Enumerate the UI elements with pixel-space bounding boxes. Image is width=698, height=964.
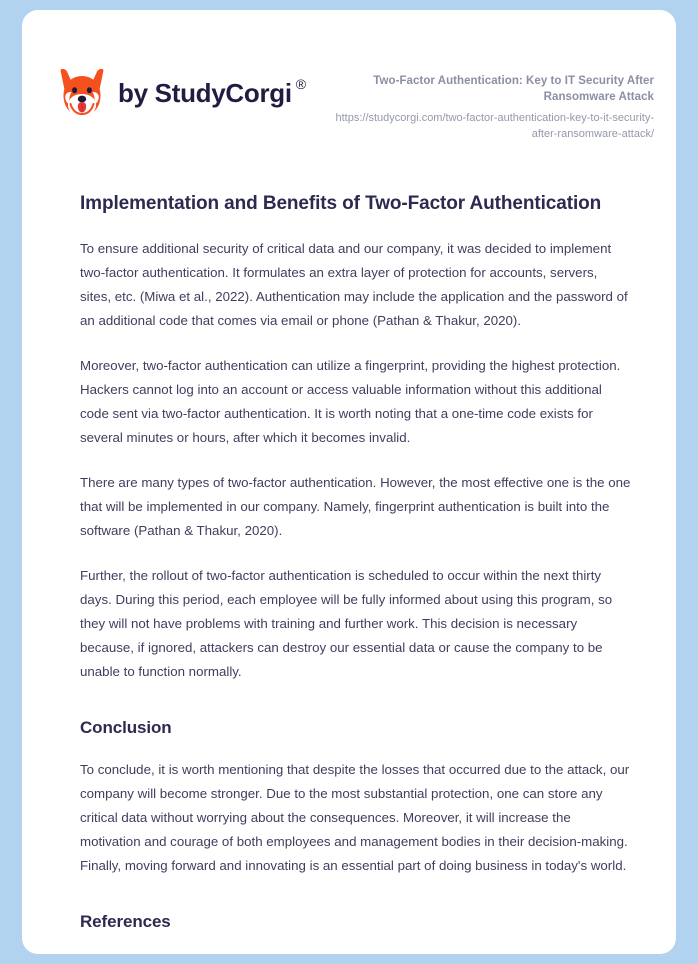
- registered-trademark-icon: ®: [295, 76, 306, 92]
- header-document-title: Two-Factor Authentication: Key to IT Security After Ransomware Attack: [373, 75, 654, 104]
- document-page-card: [22, 10, 676, 954]
- header-document-meta: [334, 63, 654, 143]
- paragraph-conclusion: To conclude, it is worth mentioning that despite the losses that occurred due to the attack, our company will become stronger. Due to the most substantial protection, one can store any critical data without worrying about the consequences. Moreover, it will increase the motivation and courage of both employees and management bodies in their decision-making. Finally, moving forward and innovating is an essential part of doing business in today's world.: [80, 762, 630, 874]
- heading-references: References: [80, 912, 171, 932]
- paragraph-implementation-1: To ensure additional security of critical data and our company, it was decided to implement two-factor authentication. It formulates an extra layer of protection for accounts, servers, sites, etc. (Miwa et al., 2022). Authentication may include the application and the password of an additional code that comes via email or phone (Pathan & Thakur, 2020).: [80, 241, 628, 329]
- paragraph-implementation-4: Further, the rollout of two-factor authentication is scheduled to occur within the next thirty days. During this period, each employee will be fully informed about using this program, so they will not have problems with training and further work. This decision is necessary because, if ignored, attackers can destroy our essential data or cause the company to be unable to function normally.: [80, 568, 613, 680]
- document-header: [22, 10, 676, 143]
- header-document-url[interactable]: https://studycorgi.com/two-factor-authentication-key-to-it-security-after-ransomware-attack/: [335, 111, 654, 140]
- brand-wordmark: [118, 76, 306, 108]
- brand-name-text: by StudyCorgi: [118, 78, 292, 108]
- studycorgi-brand[interactable]: [58, 63, 306, 119]
- heading-conclusion: Conclusion: [80, 718, 172, 738]
- corgi-logo-icon: [58, 67, 106, 119]
- document-body: [22, 192, 676, 934]
- paragraph-implementation-2: Moreover, two-factor authentication can utilize a fingerprint, providing the highest protection. Hackers cannot log into an account or access valuable information without this additional code sent via two-factor authentication. It is worth noting that a one-time code exists for several minutes or hours, after which it becomes invalid.: [80, 358, 621, 446]
- paragraph-implementation-3: There are many types of two-factor authentication. However, the most effective one is the one that will be implemented in our company. Namely, fingerprint authentication is built into the software (Pathan & Thakur, 2020).: [80, 475, 631, 539]
- page-title: Implementation and Benefits of Two-Factor Authentication: [80, 192, 602, 214]
